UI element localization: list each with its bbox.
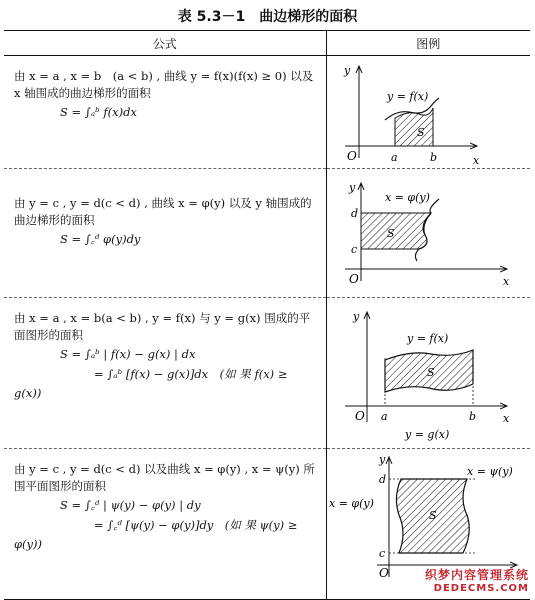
fig-curve-label: y = f(x) <box>386 90 428 103</box>
figure-area-between-y-curves <box>327 449 531 583</box>
fig-area-label: S <box>386 227 395 240</box>
fig-curve-g-label: y = g(x) <box>404 428 449 441</box>
fig-curve-f-label: y = f(x) <box>406 332 448 345</box>
row-formula: S = ∫꜀ᵈ φ(y)dy <box>60 232 141 246</box>
fig-tick-c: c <box>378 547 385 560</box>
row-formula-cell <box>4 56 326 169</box>
row-description: 由 y = c , y = d(c < d) 以及曲线 x = φ(y) , x = ψ(y) 所围平面图形的面积 <box>14 462 315 493</box>
fig-y-label: y <box>343 64 350 77</box>
fig-y-label: y <box>352 310 359 323</box>
fig-curve-psi-label: x = ψ(y) <box>466 465 513 478</box>
row-formula-cont: = ∫ₐᵇ [f(x) − g(x)]dx (如 果 f(x) ≥ <box>94 367 288 381</box>
watermark-url: DEDECMS.COM <box>433 583 529 594</box>
row-description: 由 x = a , x = b(a < b) , y = f(x) 与 y = g(x) 围成的平面图形的面积 <box>14 311 311 342</box>
fig-y-label: y <box>378 453 385 466</box>
row-formula-tail: g(x)) <box>14 386 42 400</box>
fig-area-label: S <box>428 509 437 522</box>
row-formula: S = ∫ₐᵇ | f(x) − g(x) | dx <box>60 347 196 361</box>
row-formula-cont: = ∫꜀ᵈ [ψ(y) − φ(y)]dy (如 果 ψ(y) ≥ <box>94 518 298 532</box>
fig-curve-phi-label: x = φ(y) <box>328 497 374 510</box>
figure-area-under-curve <box>327 56 531 168</box>
header-figure: 图例 <box>326 31 530 56</box>
fig-tick-a: a <box>380 410 388 423</box>
fig-origin: O <box>354 409 365 423</box>
row-figure-cell <box>326 298 530 449</box>
row-description: 由 x = a , x = b (a < b) , 曲线 y = f(x)(f(x) ≥ 0) 以及 x 轴围成的曲边梯形的面积 <box>14 69 314 100</box>
row-figure-cell <box>326 169 530 298</box>
fig-tick-d: d <box>378 473 386 486</box>
row-formula: S = ∫ₐᵇ f(x)dx <box>60 105 137 119</box>
formula-table <box>4 30 530 600</box>
fig-area-label: S <box>416 126 425 139</box>
row-formula-cell <box>4 169 326 298</box>
figure-area-y-axis <box>327 169 531 295</box>
fig-tick-b: b <box>429 151 437 164</box>
figure-area-between-curves <box>327 298 531 446</box>
row-description: 由 y = c , y = d(c < d) , 曲线 x = φ(y) 以及 y 轴围成的曲边梯形的面积 <box>14 196 312 227</box>
watermark <box>425 566 529 594</box>
fig-tick-a: a <box>390 151 398 164</box>
watermark-text: 织梦内容管理系统 <box>424 568 529 582</box>
row-figure-cell <box>326 56 530 169</box>
row-formula-cell <box>4 298 326 449</box>
row-formula-cell <box>4 449 326 600</box>
fig-x-label: x <box>502 275 509 288</box>
fig-origin: O <box>378 566 389 580</box>
table-row <box>4 169 530 298</box>
fig-origin: O <box>348 272 359 286</box>
table-title: 表 5.3－1 曲边梯形的面积 <box>177 9 358 25</box>
fig-origin: O <box>346 149 357 163</box>
fig-tick-d: d <box>350 207 358 220</box>
fig-tick-c: c <box>350 243 357 256</box>
row-formula-tail: φ(y)) <box>14 537 43 551</box>
header-formula: 公式 <box>4 31 326 56</box>
table-row <box>4 56 530 169</box>
table-row <box>4 298 530 449</box>
fig-y-label: y <box>348 181 355 194</box>
fig-curve-label: x = φ(y) <box>384 191 430 204</box>
fig-area-label: S <box>426 366 435 379</box>
fig-x-label: x <box>472 154 479 167</box>
fig-x-label: x <box>502 412 509 425</box>
fig-tick-b: b <box>468 410 476 423</box>
row-formula: S = ∫꜀ᵈ | ψ(y) − φ(y) | dy <box>60 498 201 512</box>
